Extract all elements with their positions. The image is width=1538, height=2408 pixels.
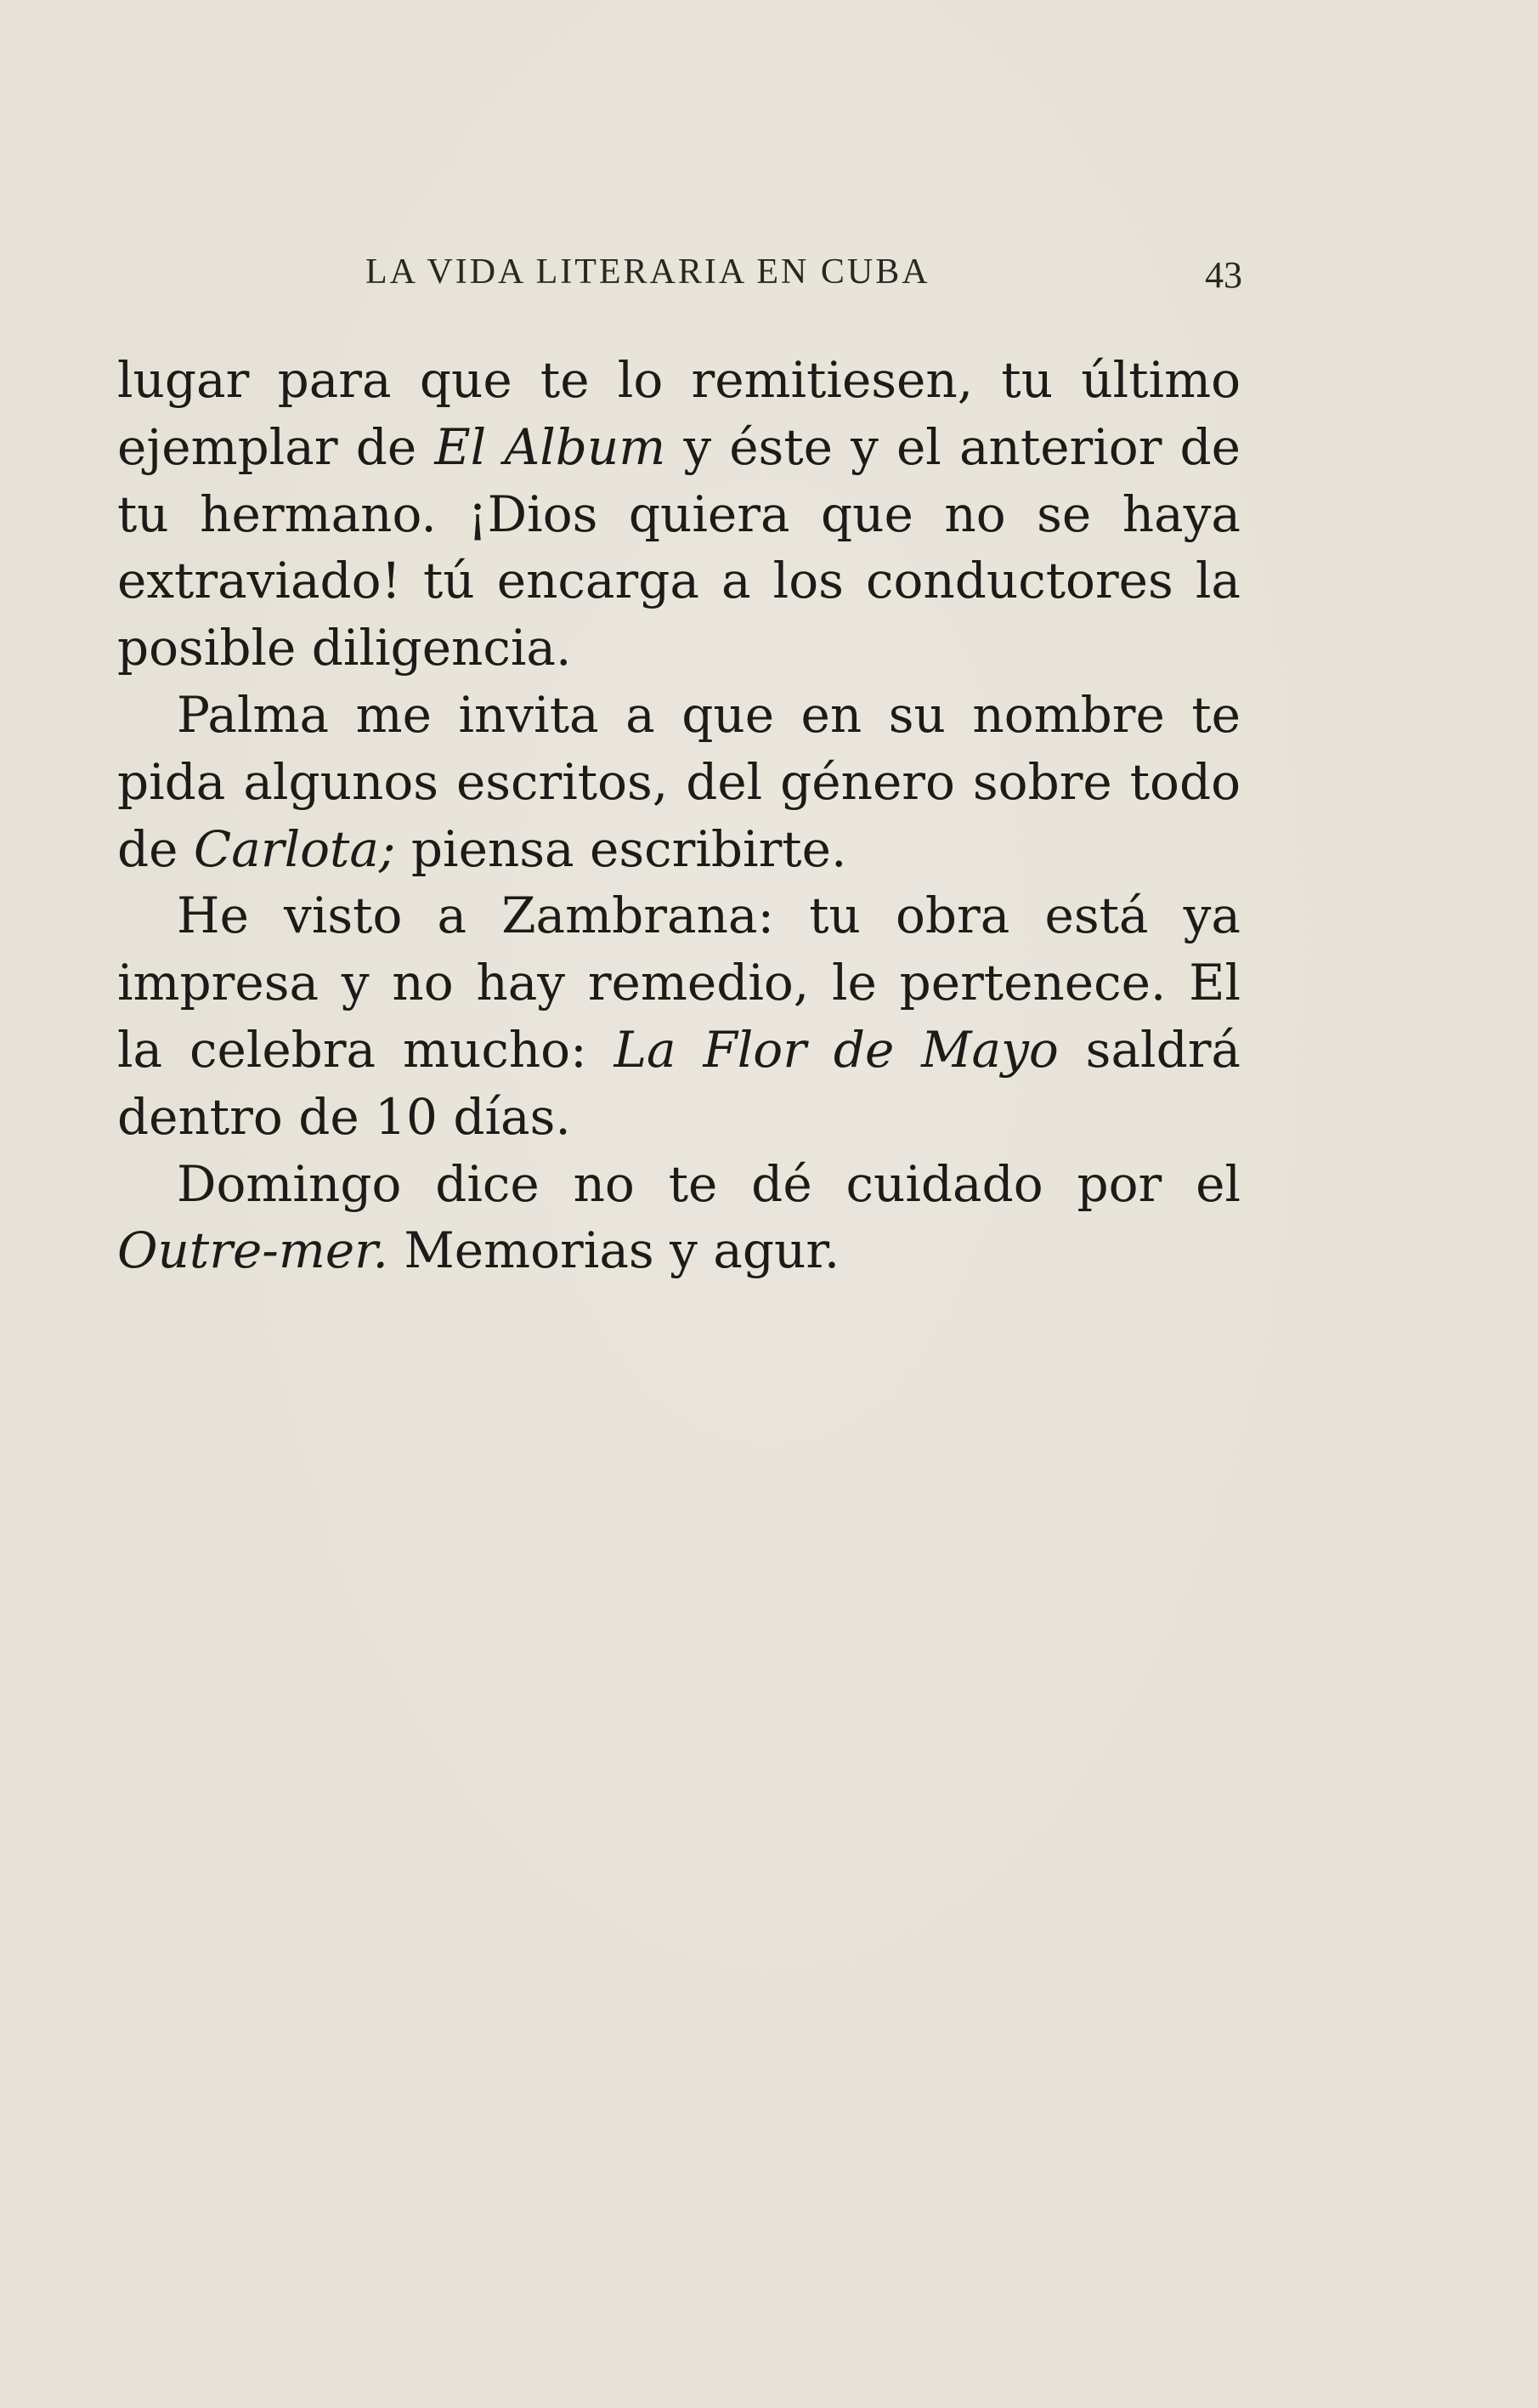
- running-head: [0, 252, 1538, 303]
- text-line: ejemplar de El Album y éste y el anterior de: [117, 417, 1241, 476]
- text-line: impresa y no hay remedio, le pertenece. El: [117, 954, 1241, 1012]
- text-line: tu hermano. ¡Dios quiera que no se haya: [117, 484, 1241, 543]
- text-line: dentro de 10 días.: [117, 1087, 571, 1146]
- text-line: Domingo dice no te dé cuidado por el: [177, 1154, 1241, 1213]
- text-line: lugar para que te lo remitiesen, tu último: [117, 351, 1241, 409]
- text-line: extraviado! tú encarga a los conductores la: [117, 552, 1241, 610]
- text-line: de Carlota; piensa escribirte.: [117, 819, 847, 878]
- running-title: LA VIDA LITERARIA EN CUBA: [365, 252, 930, 292]
- text-line: la celebra mucho: La Flor de Mayo saldrá: [117, 1020, 1241, 1079]
- page-number: 43: [1205, 254, 1242, 296]
- text-line: He visto a Zambrana: tu obra está ya: [177, 887, 1241, 945]
- text-line: pida algunos escritos, del género sobre todo: [117, 752, 1241, 811]
- italic-title: Outre-mer.: [117, 1221, 388, 1280]
- italic-title: Carlota;: [193, 819, 396, 878]
- italic-title: El Album: [434, 417, 666, 476]
- body-text: [117, 347, 1241, 1284]
- text-line: posible diligencia.: [117, 619, 572, 677]
- italic-title: La Flor de Mayo: [614, 1020, 1059, 1079]
- text-line: Outre-mer. Memorias y agur.: [117, 1221, 840, 1280]
- text-line: Palma me invita a que en su nombre te: [177, 685, 1241, 744]
